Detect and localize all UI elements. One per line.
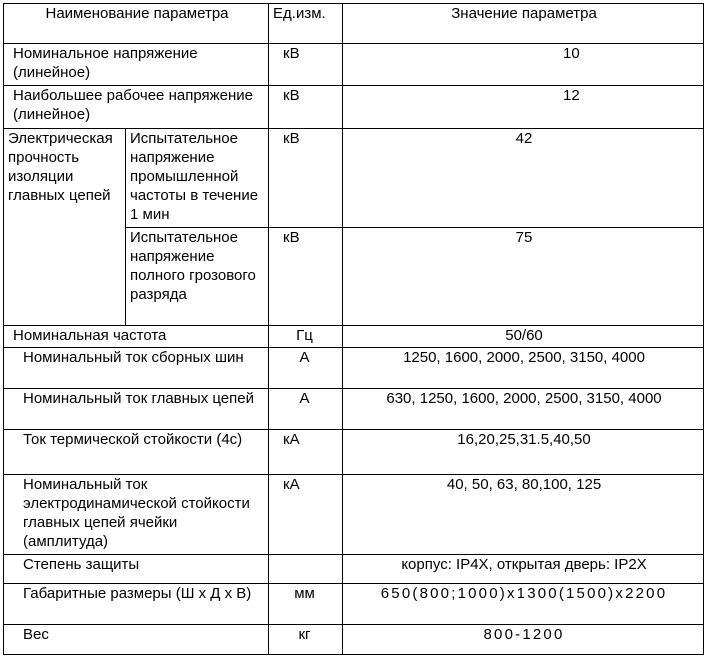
param-unit (269, 555, 343, 584)
param-value: 42 (343, 129, 704, 228)
param-name: Вес (4, 625, 269, 655)
header-value: Значение параметра (343, 4, 704, 44)
param-name: Номинальная частота (4, 326, 269, 348)
param-value: 16,20,25,31.5,40,50 (343, 430, 704, 475)
table-row (4, 555, 704, 584)
table-row (4, 584, 704, 625)
param-name: Ток термической стойкости (4с) (4, 430, 269, 475)
table-row (4, 86, 704, 129)
param-value: 40, 50, 63, 80,100, 125 (343, 475, 704, 555)
param-unit: кВ (269, 44, 343, 86)
param-name: Номинальный ток сборных шин (4, 348, 269, 389)
header-name: Наименование параметра (4, 4, 269, 44)
table-row (4, 326, 704, 348)
param-value: 1250, 1600, 2000, 2500, 3150, 4000 (343, 348, 704, 389)
table-row (4, 389, 704, 430)
param-name: Испытательное напряжение промышленной частоты в течение 1 мин (126, 129, 269, 228)
param-unit: кА (269, 430, 343, 475)
param-name: Номинальный ток главных цепей (4, 389, 269, 430)
param-value: 800-1200 (343, 625, 704, 655)
param-value: 75 (343, 228, 704, 326)
param-unit: А (269, 348, 343, 389)
param-unit: мм (269, 584, 343, 625)
param-value: 10 (343, 44, 704, 86)
param-value: 50/60 (343, 326, 704, 348)
header-unit: Ед.изм. (269, 4, 343, 44)
param-value: 12 (343, 86, 704, 129)
param-value: 650(800;1000)x1300(1500)x2200 (343, 584, 704, 625)
param-value: 630, 1250, 1600, 2000, 2500, 3150, 4000 (343, 389, 704, 430)
param-name: Габаритные размеры (Ш х Д х В) (4, 584, 269, 625)
table-row (4, 348, 704, 389)
table-row (4, 430, 704, 475)
param-unit: кг (269, 625, 343, 655)
param-value: корпус: IP4X, открытая дверь: IP2X (343, 555, 704, 584)
table-row (4, 625, 704, 655)
param-unit: Гц (269, 326, 343, 348)
param-group: Электрическая прочность изоляции главных цепей (4, 129, 126, 326)
param-unit: кА (269, 475, 343, 555)
table-row (4, 129, 704, 228)
param-unit: кВ (269, 129, 343, 228)
param-unit: кВ (269, 86, 343, 129)
header-row (4, 4, 704, 44)
param-name: Номинальное напряжение (линейное) (4, 44, 269, 86)
param-name: Номинальный ток электродинамической стойкости главных цепей ячейки (амплитуда) (4, 475, 269, 555)
table-row (4, 44, 704, 86)
param-unit: А (269, 389, 343, 430)
param-name: Степень защиты (4, 555, 269, 584)
param-name: Наибольшее рабочее напряжение (линейное) (4, 86, 269, 129)
table-row (4, 475, 704, 555)
param-name: Испытательное напряжение полного грозового разряда (126, 228, 269, 326)
parameters-table (3, 3, 704, 655)
param-unit: кВ (269, 228, 343, 326)
